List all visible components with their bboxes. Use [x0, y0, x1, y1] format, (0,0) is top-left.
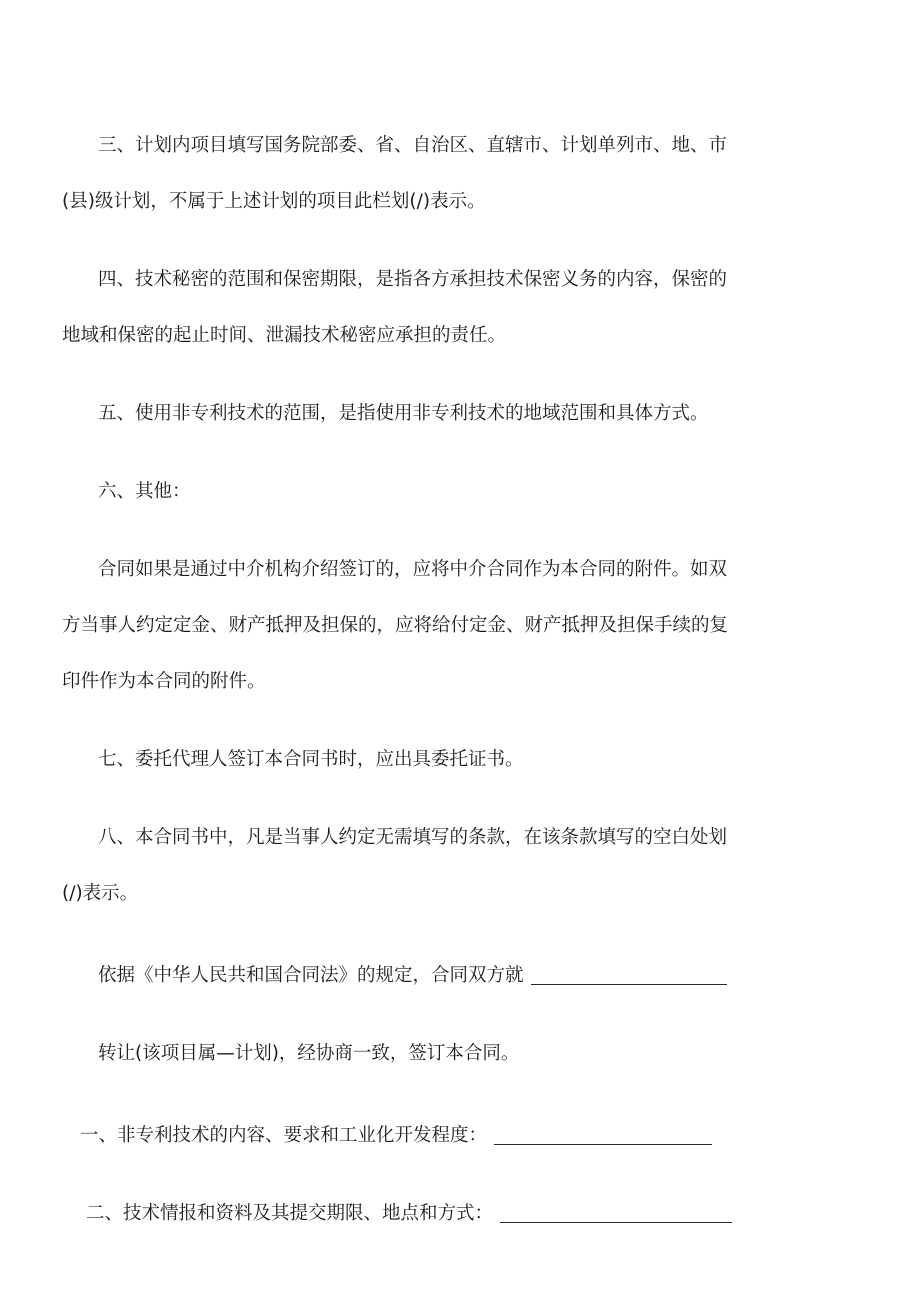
preamble-line-1 — [62, 948, 778, 1004]
paragraph-spacer — [62, 922, 778, 948]
paragraph-line: 地域和保密的起止时间、泄漏技术秘密应承担的责任。 — [62, 325, 507, 346]
paragraph-item-6-body — [62, 542, 778, 710]
paragraph-line: 三、计划内项目填写国务院部委、省、自治区、直辖市、计划单列市、地、市 — [98, 135, 728, 156]
clause-row — [62, 1108, 778, 1164]
paragraph-line: (/)表示。 — [62, 883, 139, 904]
paragraph-spacer — [62, 710, 778, 732]
paragraph-item-5 — [62, 386, 778, 442]
paragraph-spacer — [62, 520, 778, 542]
paragraph-line: 六、其他： — [98, 481, 191, 502]
paragraph-line: 八、本合同书中，凡是当事人约定无需填写的条款，在该条款填写的空白处划 — [98, 827, 728, 848]
paragraph-spacer — [62, 230, 778, 252]
paragraph-item-7 — [62, 732, 778, 788]
preamble-text: 转让(该项目属—计划)，经协商一致，签订本合同。 — [98, 1043, 520, 1064]
paragraph-spacer — [62, 1004, 778, 1026]
paragraph-spacer — [62, 442, 778, 464]
clause-label: 一、非专利技术的内容、要求和工业化开发程度： — [80, 1125, 488, 1146]
clause-label: 二、技术情报和资料及其提交期限、地点和方式： — [86, 1203, 494, 1224]
fill-in-blank[interactable] — [494, 1143, 712, 1145]
paragraph-line: 合同如果是通过中介机构介绍签订的，应将中介合同作为本合同的附件。如双 — [98, 559, 728, 580]
paragraph-line: 印件作为本合同的附件。 — [62, 671, 266, 692]
paragraph-line: 五、使用非专利技术的范围，是指使用非专利技术的地域范围和具体方式。 — [98, 403, 709, 424]
paragraph-line: (县)级计划，不属于上述计划的项目此栏划(/)表示。 — [62, 191, 486, 212]
fill-in-blank[interactable] — [531, 983, 727, 985]
paragraph-item-8 — [62, 810, 778, 922]
fill-in-blank[interactable] — [500, 1221, 732, 1223]
clause-2 — [62, 1186, 778, 1242]
clause-1 — [62, 1108, 778, 1164]
paragraph-spacer — [62, 1082, 778, 1108]
paragraph-item-3 — [62, 118, 778, 230]
preamble-row — [62, 1026, 778, 1082]
paragraph-line: 方当事人约定定金、财产抵押及担保的，应将给付定金、财产抵押及担保手续的复 — [62, 615, 729, 636]
paragraph-line: 四、技术秘密的范围和保密期限，是指各方承担技术保密义务的内容，保密的 — [98, 269, 728, 290]
paragraph-item-6 — [62, 464, 778, 520]
paragraph-spacer — [62, 364, 778, 386]
paragraph-item-4 — [62, 252, 778, 364]
preamble-line-2 — [62, 1026, 778, 1082]
preamble-row — [62, 948, 778, 1004]
preamble-text: 依据《中华人民共和国合同法》的规定，合同双方就 — [98, 965, 524, 986]
paragraph-spacer — [62, 1164, 778, 1186]
paragraph-line: 七、委托代理人签订本合同书时，应出具委托证书。 — [98, 749, 524, 770]
clause-row — [62, 1186, 778, 1242]
paragraph-spacer — [62, 788, 778, 810]
document-body — [62, 118, 778, 1242]
